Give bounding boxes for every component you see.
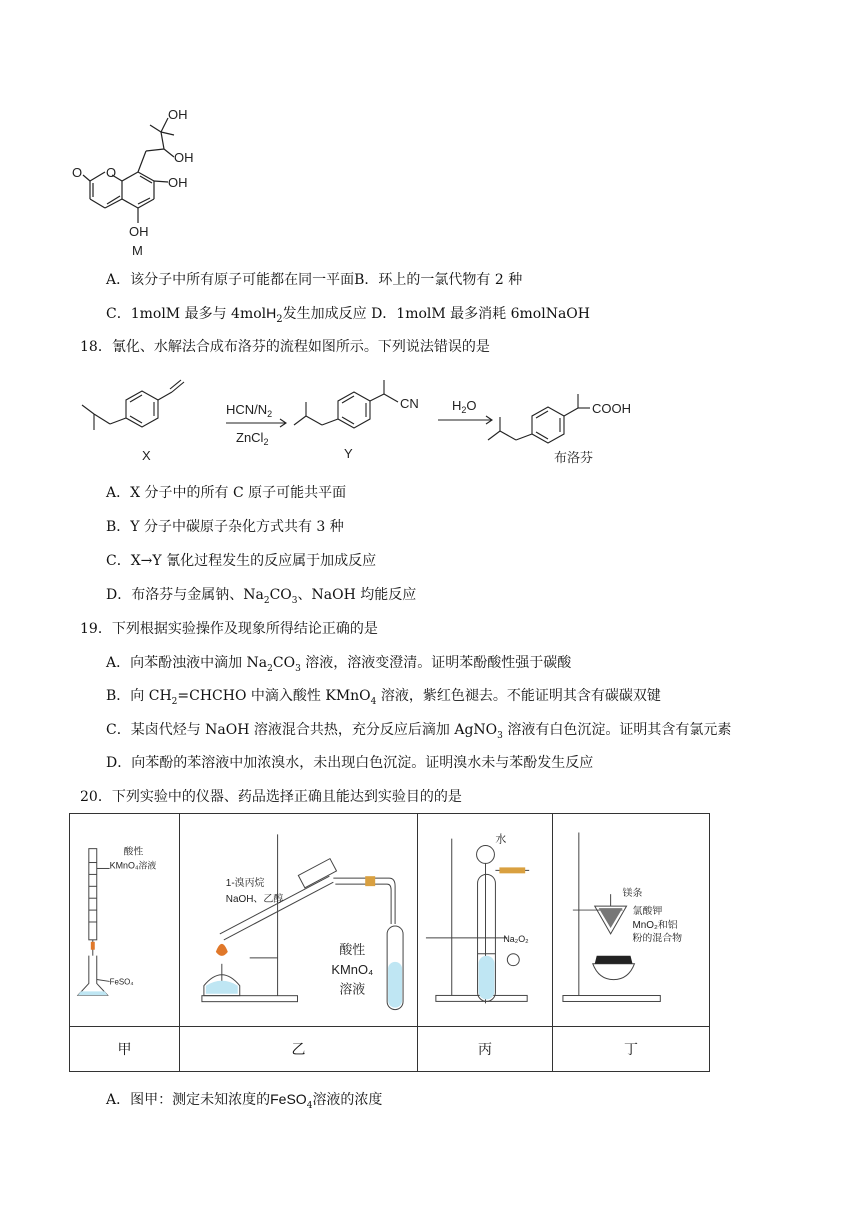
m-oxygen-ring: O: [106, 165, 117, 180]
q20-stem: 20．下列实验中的仪器、药品选择正确且能达到实验目的的是: [80, 789, 462, 805]
thermite-diagram: [553, 814, 709, 1026]
q18-option-d-post: 、NaOH 均能反应: [297, 587, 417, 603]
q18-option-b: B．Y 分子中碳原子杂化方式共有 3 种: [106, 519, 344, 535]
m-label: M: [132, 243, 143, 258]
m-oh-bottom: OH: [129, 224, 149, 239]
q19-stem: 19．下列根据实验操作及现象所得结论正确的是: [80, 621, 378, 637]
q19-option-a-sub2: 2: [267, 663, 273, 674]
q18-option-d: [106, 585, 416, 611]
caption-ding: 丁: [553, 1027, 710, 1072]
q20-option-a-fe: FeSO: [270, 1091, 307, 1107]
q19-option-b-sub2: 2: [171, 696, 178, 707]
m-oh-right: OH: [168, 175, 188, 190]
titration-diagram: [70, 814, 179, 1026]
yi-label-line2: NaOH、乙醇: [225, 894, 284, 906]
q19-option-a-co: CO: [272, 655, 296, 671]
q17-option-a: [106, 270, 522, 290]
q20-apparatus-table: [69, 813, 710, 1072]
q17-option-c-h: H: [266, 305, 277, 321]
jia-flask-label: FeSO₄: [109, 977, 134, 987]
q19-option-a-post: 溶液，溶液变澄清。证明苯酚酸性强于碳酸: [300, 655, 572, 671]
bing-tube-label: Na₂O₂: [503, 933, 529, 944]
q18-option-d-sub2: 2: [263, 595, 270, 606]
q18-reaction-scheme: [76, 380, 676, 470]
bing-delivery-tube: [499, 867, 525, 873]
ding-label-mixture: 粉的混合物: [632, 932, 683, 944]
yi-tube-liquid: [388, 962, 402, 1008]
ding-label-magnesium: 镁条: [622, 888, 643, 900]
apparatus-jia: [70, 814, 180, 1027]
q19-option-b-sub4: 4: [370, 696, 377, 707]
caption-jia: 甲: [70, 1027, 180, 1072]
m-oh-top: OH: [168, 107, 188, 122]
ding-label-chlorate: 氯酸钾: [632, 906, 663, 918]
elimination-diagram: [180, 814, 417, 1026]
caption-bing: 丙: [418, 1027, 553, 1072]
yi-cork: [365, 876, 375, 886]
q19-option-c-post: 溶液有白色沉淀。证明其含有氯元素: [502, 722, 732, 738]
q17-option-c-sub: 2: [276, 313, 283, 325]
q18-option-d-pre: D．布洛芬与金属钠、: [106, 587, 244, 603]
q18-option-c: C．X→Y 氰化过程发生的反应属于加成反应: [106, 553, 377, 569]
yi-tube-line3: 溶液: [339, 981, 366, 997]
q19-option-c-sub3: 3: [497, 730, 503, 741]
yi-flame: [216, 944, 228, 956]
q19-option-a-sub3: 3: [295, 663, 301, 674]
burette-stopcock: [91, 942, 95, 950]
q20-option-a-pre: A．图甲：测定未知浓度的: [106, 1092, 271, 1108]
m-oxygen-carbonyl: O: [72, 165, 83, 180]
q19-option-c: [106, 720, 731, 746]
scheme-y-label: Y: [344, 446, 353, 461]
apparatus-ding: [553, 814, 710, 1027]
q20-option-a: [106, 1089, 382, 1116]
q18-option-d-na: Na: [243, 587, 264, 603]
q17-option-c-post: 发生加成反应: [282, 306, 367, 322]
scheme-x-label: X: [142, 448, 151, 463]
q19-option-a: [106, 653, 571, 679]
q17-option-b-text: B．环上的一氯代物有 2 种: [354, 272, 523, 288]
ding-label-mno2: MnO₂和铝: [632, 919, 678, 931]
q19-option-a-pre: A．向苯酚浊液中滴加 Na: [106, 655, 268, 671]
scheme-reagent1-top: HCN/$N_2$: [226, 402, 273, 419]
q18-option-d-sub3: 3: [291, 595, 298, 606]
q20-option-a-post: 溶液的浓度: [312, 1092, 383, 1108]
q19-option-c-pre: C．某卤代烃与 NaOH 溶液混合共热，充分反应后滴加 AgNO: [106, 722, 498, 738]
q19-option-b-pre: B．向 CH: [106, 688, 172, 704]
scheme-cn: CN: [400, 396, 419, 411]
apparatus-bing: [418, 814, 553, 1027]
molecule-m-structure: [70, 105, 220, 265]
scheme-cooh: COOH: [592, 401, 631, 416]
m-oh-chain: OH: [174, 150, 194, 165]
yi-tube-line1: 酸性: [339, 941, 366, 957]
yi-tube-line2: KMnO₄: [331, 961, 374, 977]
q19-option-b: [106, 686, 661, 712]
bing-liquid: [479, 956, 495, 1000]
q17-option-c-text: C．1molM 最多与 4mol: [106, 306, 267, 322]
q19-option-b-mid: =CHCHO 中滴入酸性 KMnO: [177, 688, 371, 704]
q18-stem: 18．氰化、水解法合成布洛芬的流程如图所示。下列说法错误的是: [80, 339, 490, 355]
ding-mixture: [599, 908, 623, 928]
jia-reagent-line2: KMnO₄溶液: [109, 860, 157, 871]
bing-funnel-label: 水: [495, 833, 507, 846]
scheme-reagent2: $H_2O$: [452, 398, 477, 415]
q19-option-d: D．向苯酚的苯溶液中加浓溴水，未出现白色沉淀。证明溴水未与苯酚发生反应: [106, 755, 594, 771]
caption-yi: 乙: [180, 1027, 418, 1072]
scheme-product-label: 布洛芬: [554, 450, 594, 465]
sodium-peroxide-diagram: [418, 814, 552, 1026]
yi-label-line1: 1-溴丙烷: [225, 878, 265, 890]
q20-option-a-sub4: 4: [306, 1100, 313, 1111]
q18-option-a: A．X 分子中的所有 C 原子可能共平面: [106, 485, 347, 501]
q19-option-b-post: 溶液，紫红色褪去。不能证明其含有碳碳双键: [376, 688, 661, 704]
jia-reagent-line1: 酸性: [123, 846, 144, 858]
q18-option-d-co: CO: [269, 587, 292, 603]
q17-option-c: [106, 303, 590, 330]
apparatus-yi: [180, 814, 418, 1027]
ding-sand: [595, 956, 633, 964]
q17-option-a-text: A．该分子中所有原子可能都在同一平面: [106, 272, 355, 288]
q17-option-d-text: D．1molM 最多消耗 6molNaOH: [371, 306, 590, 322]
scheme-reagent1-bottom: ZnCl$_2$: [236, 430, 269, 447]
